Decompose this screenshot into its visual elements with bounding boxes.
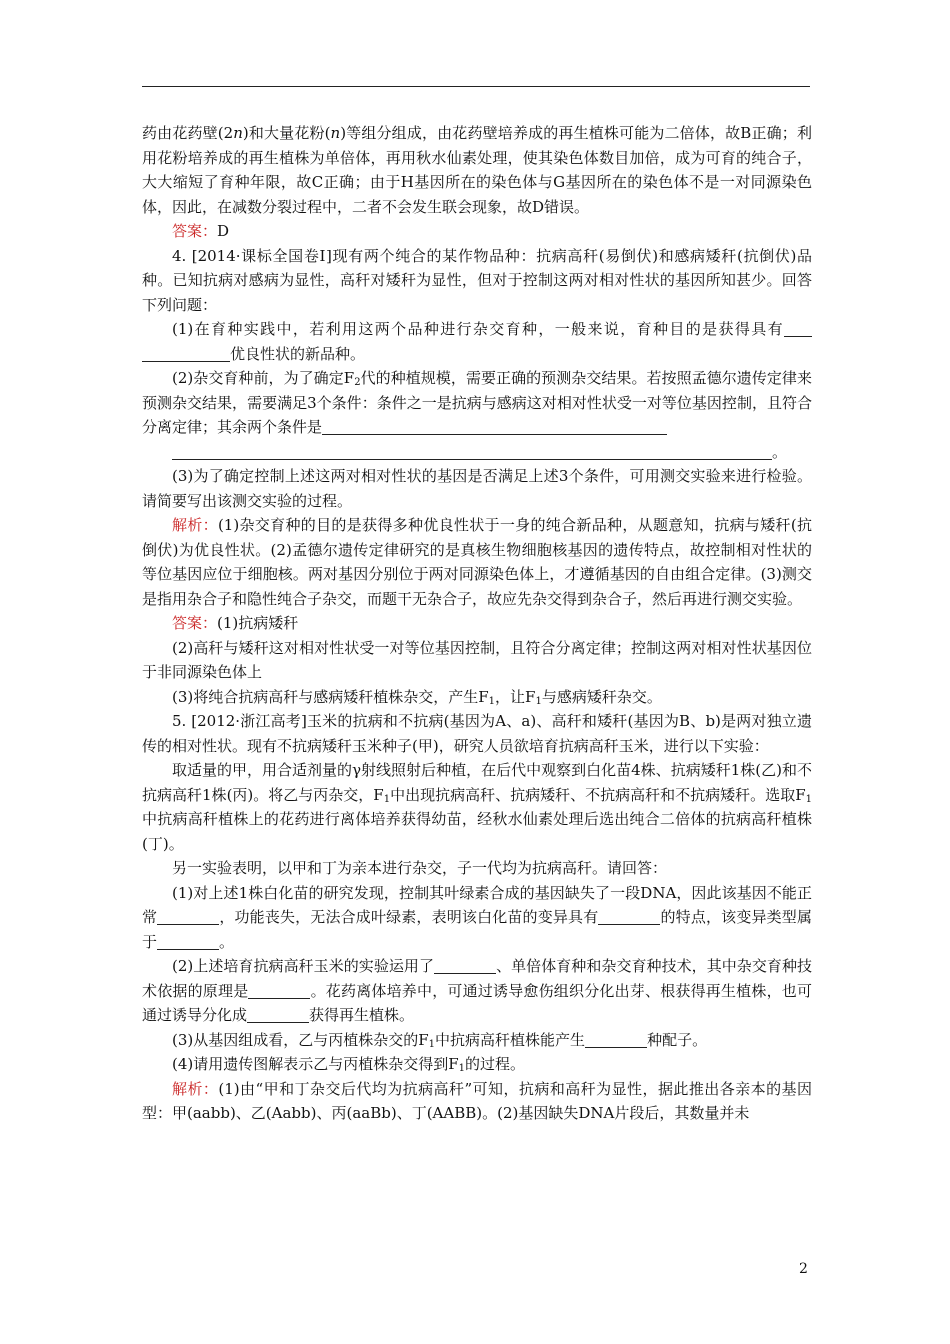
text: 药由花药壁(2 [142, 124, 234, 142]
text: 中抗病高秆植株能产生 [435, 1030, 586, 1049]
text: )和大量花粉( [242, 124, 331, 142]
text: (3)从基因组成看，乙与丙植株杂交的F [172, 1030, 429, 1049]
answer-4-part-2: (2)高秆与矮秆这对相对性状受一对等位基因控制，且符合分离定律；控制这两对相对性状基因位于非同源染色体上 [142, 638, 812, 681]
question-4: 4. [2014·课标全国卷Ⅰ]现有两个纯合的某作物品种：抗病高秆(易倒伏)和感病矮秆(抗倒伏)品种。已知抗病对感病为显性，高秆对矮秆为显性，但对于控制这两对相对性状的基因所知甚少。回答下列问题： [142, 246, 812, 314]
text: (1)在育种实践中，若利用这两个品种进行杂交育种，一般来说，育种目的是获得具有 [172, 320, 784, 338]
text: 、单倍体育种和杂交育种技术，其中杂交育种技术依据的原理是 [142, 957, 812, 1000]
answer-label: 答案： [172, 614, 218, 632]
answer-4-part-3 [142, 685, 812, 710]
text: 代的种植规模，需要正确的预测杂交结果。若按照孟德尔遗传定律来预测杂交结果，需要满足3个条件：条件之一是抗病与感病这对相对性状受一对等位基因控制，且符合分离定律；其余两个条件是 [142, 369, 812, 436]
text: 与感病矮秆杂交。 [541, 687, 662, 706]
answer-blank [784, 320, 812, 337]
text: (3)将纯合抗病高秆与感病矮秆植株杂交，产生F [172, 687, 489, 706]
question-4-part-3: (3)为了确定控制上述这两对相对性状的基因是否满足上述3个条件，可用测交实验来进行检验。请简要写出该测交实验的过程。 [142, 467, 812, 510]
question-5: 5. [2012·浙江高考]玉米的抗病和不抗病(基因为A、a)、高秆和矮秆(基因为B、b)是两对独立遗传的相对性状。现有不抗病矮秆玉米种子(甲)，研究人员欲培育抗病高秆玉米，进行以下实验： [142, 712, 812, 755]
text: 种配子。 [647, 1030, 708, 1049]
question-4-part-2 [142, 366, 812, 440]
question-5-part-4 [142, 1052, 812, 1077]
subscript: 1 [488, 695, 496, 707]
answer-blank [585, 1031, 647, 1048]
subscript: 1 [458, 1063, 466, 1074]
text: ，让F [495, 687, 536, 706]
answer-blank [142, 345, 230, 362]
answer-blank [434, 957, 496, 974]
text: (2)上述培育抗病高秆玉米的实验运用了 [172, 957, 435, 975]
subscript: 1 [383, 793, 391, 805]
answer-blank [247, 1006, 309, 1023]
text: 取适量的甲，用合适剂量的γ射线照射后种植，在后代中观察到白化苗4株、抗病矮秆1株(乙)和不抗病高秆1株(丙)。将乙与丙杂交，F [142, 761, 812, 804]
answer-blank [598, 908, 660, 925]
paragraph-explanation-continued [142, 121, 812, 219]
header-rule [142, 86, 810, 87]
question-4-part-1 [142, 317, 812, 366]
text: (2)杂交育种前，为了确定F [172, 369, 355, 387]
question-5-part-1 [142, 881, 812, 955]
answer-blank [157, 933, 219, 950]
text: )等组分组成，由花药壁培养成的再生植株可能为二倍体，故B正确；利用花粉培养成的再生植株为单倍体，再用秋水仙素处理，使其染色体数目加倍，成为可育的纯合子，大大缩短了育种年限，故C正确；由于H基因所在的染色体与G基因所在的染色体不是一对同源染色体，因此，在减数分裂过程中，二者不会发生联会现象，故D错误。 [142, 124, 812, 216]
explanation-5 [142, 1077, 812, 1126]
text: 。花药离体培养中，可通过诱导愈伤组织分化出芽、根获得再生植株，也可通过诱导分化成 [142, 981, 812, 1024]
text: (4)请用遗传图解表示乙与丙植株杂交得到F [172, 1055, 459, 1073]
answer-blank [248, 982, 310, 999]
text: 优良性状的新品种。 [230, 344, 366, 363]
subscript: 1 [805, 793, 812, 805]
text: ，功能丧失，无法合成叶绿素，表明该白化苗的变异具有 [219, 908, 599, 926]
explanation-label: 解析： [172, 1079, 219, 1098]
text: 获得再生植株。 [309, 1006, 415, 1024]
question-5-intro: 另一实验表明，以甲和丁为亲本进行杂交，子一代均为抗病高秆。请回答： [172, 859, 668, 877]
text: 的特点，该变异类型属于 [142, 908, 812, 951]
text: 。 [219, 932, 235, 951]
explanation-4 [142, 513, 812, 611]
text: (1)由“甲和丁杂交后代均为抗病高秆”可知，抗病和高秆为显性，据此推出各亲本的基因型：甲(aabb)、乙(Aabb)、丙(aaBb)、丁(AABB)。(2)基因缺失DNA片段后，其数量并未 [142, 1079, 812, 1122]
question-5-experiment [142, 758, 812, 856]
text: 中出现抗病高秆、抗病矮秆、不抗病高秆和不抗病矮秆。选取F [390, 785, 806, 804]
subscript: 1 [535, 695, 542, 707]
text: (1)抗病矮秆 [217, 614, 299, 632]
answer-3 [142, 219, 812, 244]
text: 中抗病高秆植株上的花药进行离体培养获得幼苗，经秋水仙素处理后选出纯合二倍体的抗病高秆植株(丁)。 [142, 810, 812, 853]
question-4-part-2-blank-line [142, 440, 812, 465]
explanation-label: 解析： [172, 516, 218, 534]
answer-blank [322, 418, 667, 435]
answer-value: D [217, 222, 230, 240]
italic-n: n [330, 124, 341, 142]
page-number: 2 [799, 1261, 808, 1277]
subscript: 1 [428, 1038, 436, 1050]
italic-n: n [233, 124, 243, 142]
text: (1)对上述1株白化苗的研究发现，控制其叶绿素合成的基因缺失了一段DNA，因此该基因不能正常 [142, 883, 812, 926]
text: (1)杂交育种的目的是获得多种优良性状于一身的纯合新品种，从题意知，抗病与矮秆(抗倒伏)为优良性状。(2)孟德尔遗传定律研究的是真核生物细胞核基因的遗传特点，故控制相对性状的等位基因应位于细胞核。两对基因分别位于两对同源染色体上，才遵循基因的自由组合定律。(3)测交是指用杂合子和隐性纯合子杂交，而题干无杂合子，故应先杂交得到杂合子，然后再进行测交实验。 [142, 516, 812, 608]
text: 的过程。 [465, 1055, 526, 1073]
question-5-part-3 [142, 1028, 812, 1053]
page-body [142, 121, 812, 1126]
answer-blank [157, 908, 219, 925]
answer-4-part-1 [142, 611, 812, 636]
answer-blank [172, 443, 772, 460]
text: 。 [772, 442, 788, 461]
answer-label: 答案： [172, 222, 218, 240]
question-5-part-2 [142, 954, 812, 1028]
subscript: 2 [354, 377, 361, 388]
